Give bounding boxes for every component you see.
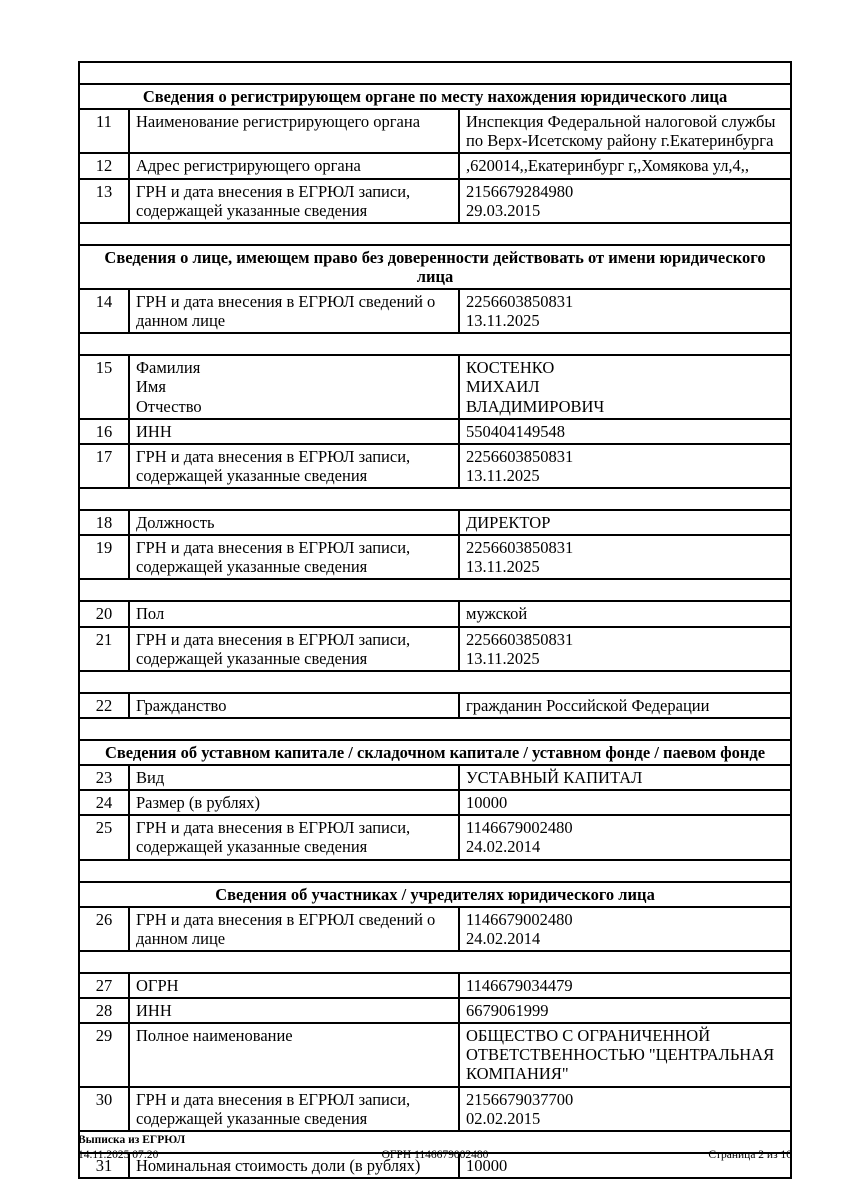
- text-line: ВЛАДИМИРОВИЧ: [466, 396, 605, 416]
- text-line: ГРН и дата внесения в ЕГРЮЛ записи, содержащей указанные сведения: [136, 181, 411, 220]
- text-line: 1146679034479: [466, 975, 573, 995]
- row-number: 22: [79, 693, 129, 718]
- row-number: 27: [79, 973, 129, 998]
- text-line: 1146679002480: [466, 909, 573, 929]
- text-line: ГРН и дата внесения в ЕГРЮЛ записи, содержащей указанные сведения: [136, 629, 411, 668]
- section-header: Сведения об участниках / учредителях юридического лица: [79, 882, 791, 907]
- row-value: [459, 973, 791, 998]
- text-line: 550404149548: [466, 421, 565, 441]
- text-line: 10000: [466, 1155, 508, 1175]
- text-line: ГРН и дата внесения в ЕГРЮЛ записи, содержащей указанные сведения: [136, 818, 411, 857]
- spacer-row: [79, 333, 791, 355]
- row-value: [459, 601, 791, 626]
- text-line: Должность: [136, 513, 215, 532]
- text-line: 13.11.2025: [466, 648, 540, 668]
- table-row: [79, 153, 791, 178]
- table-row: [79, 907, 791, 951]
- row-value: [459, 355, 791, 418]
- section-header-row: [79, 245, 791, 289]
- text-line: ДИРЕКТОР: [466, 513, 551, 532]
- text-line: МИХАИЛ: [466, 377, 540, 397]
- text-line: мужской: [466, 604, 528, 624]
- row-value: [459, 109, 791, 153]
- row-value: [459, 1087, 791, 1131]
- table-row: [79, 765, 791, 790]
- text-line: 29.03.2015: [466, 200, 541, 220]
- text-line: 13.11.2025: [466, 557, 540, 577]
- text-line: Наименование регистрирующего органа: [136, 112, 421, 132]
- text-line: Адрес регистрирующего органа: [136, 156, 361, 176]
- text-line: 13.11.2025: [466, 311, 540, 331]
- row-value: [459, 510, 791, 535]
- table-row: [79, 510, 791, 535]
- row-label: [129, 790, 459, 815]
- row-number: 29: [79, 1023, 129, 1086]
- table-row: [79, 109, 791, 153]
- row-label: [129, 998, 459, 1023]
- text-line: 6679061999: [466, 1001, 549, 1020]
- text-line: гражданин Российской Федерации: [466, 695, 710, 715]
- section-header-row: [79, 84, 791, 109]
- row-value: [459, 289, 791, 333]
- section-header-row: [79, 740, 791, 765]
- row-value: [459, 153, 791, 178]
- text-line: 2256603850831: [466, 538, 574, 558]
- text-line: 13.11.2025: [466, 465, 540, 485]
- row-label: [129, 627, 459, 671]
- text-line: Фамилия: [136, 358, 201, 378]
- table-row: [79, 998, 791, 1023]
- egrul-table-body: [79, 62, 791, 1178]
- spacer-cell: [79, 860, 791, 882]
- text-line: Пол: [136, 604, 165, 624]
- row-number: 23: [79, 765, 129, 790]
- text-line: Отчество: [136, 396, 202, 416]
- table-row: [79, 1023, 791, 1086]
- text-line: ГРН и дата внесения в ЕГРЮЛ сведений о данном лице: [136, 292, 436, 331]
- row-label: [129, 355, 459, 418]
- text-line: ГРН и дата внесения в ЕГРЮЛ сведений о данном лице: [136, 909, 436, 948]
- row-label: [129, 765, 459, 790]
- row-number: 17: [79, 444, 129, 488]
- text-line: 2156679284980: [466, 181, 574, 201]
- table-row: [79, 627, 791, 671]
- spacer-cell: [79, 671, 791, 693]
- section-header-row: [79, 882, 791, 907]
- spacer-cell: [79, 62, 791, 84]
- page-footer: [78, 1133, 792, 1163]
- row-value: [459, 765, 791, 790]
- text-line: Размер (в рублях): [136, 793, 260, 813]
- text-line: ИНН: [136, 421, 172, 441]
- row-label: [129, 289, 459, 333]
- row-number: 26: [79, 907, 129, 951]
- text-line: ГРН и дата внесения в ЕГРЮЛ записи, содержащей указанные сведения: [136, 1089, 411, 1128]
- row-label: [129, 601, 459, 626]
- text-line: Инспекция Федеральной налоговой службы по Верх-Исетскому району г.Екатеринбурга: [466, 112, 776, 151]
- spacer-row: [79, 718, 791, 740]
- row-label: [129, 1087, 459, 1131]
- table-row: [79, 973, 791, 998]
- egrul-extract-table: [78, 61, 792, 1179]
- row-number: 21: [79, 627, 129, 671]
- text-line: УСТАВНЫЙ КАПИТАЛ: [466, 768, 643, 787]
- section-header: Сведения о регистрирующем органе по месту нахождения юридического лица: [79, 84, 791, 109]
- footer-left-block: [78, 1133, 382, 1163]
- row-value: [459, 1023, 791, 1086]
- row-number: 13: [79, 179, 129, 223]
- spacer-row: [79, 62, 791, 84]
- row-label: [129, 419, 459, 444]
- spacer-row: [79, 579, 791, 601]
- row-label: [129, 1023, 459, 1086]
- table-row: [79, 790, 791, 815]
- row-number: 30: [79, 1087, 129, 1131]
- row-label: [129, 179, 459, 223]
- row-label: [129, 510, 459, 535]
- footer-timestamp: 14.11.2025 07:20: [78, 1148, 159, 1161]
- row-number: 25: [79, 815, 129, 859]
- row-number: 19: [79, 535, 129, 579]
- spacer-cell: [79, 951, 791, 973]
- text-line: 1146679002480: [466, 818, 573, 838]
- row-number: 12: [79, 153, 129, 178]
- row-label: [129, 815, 459, 859]
- spacer-row: [79, 860, 791, 882]
- row-label: [129, 693, 459, 718]
- row-label: [129, 973, 459, 998]
- row-label: [129, 444, 459, 488]
- text-line: 2256603850831: [466, 446, 574, 466]
- spacer-cell: [79, 579, 791, 601]
- row-label: [129, 907, 459, 951]
- row-number: 28: [79, 998, 129, 1023]
- text-line: Номинальная стоимость доли (в рублях): [136, 1155, 421, 1175]
- row-value: [459, 419, 791, 444]
- text-line: Гражданство: [136, 695, 227, 715]
- table-row: [79, 535, 791, 579]
- table-row: [79, 444, 791, 488]
- table-row: [79, 815, 791, 859]
- spacer-cell: [79, 333, 791, 355]
- row-label: [129, 153, 459, 178]
- table-row: [79, 419, 791, 444]
- text-line: 24.02.2014: [466, 928, 541, 948]
- row-number: 11: [79, 109, 129, 153]
- spacer-cell: [79, 718, 791, 740]
- row-number: 24: [79, 790, 129, 815]
- section-header: Сведения о лице, имеющем право без доверенности действовать от имени юридического лица: [79, 245, 791, 289]
- text-line: 24.02.2014: [466, 837, 541, 857]
- text-line: ГРН и дата внесения в ЕГРЮЛ записи, содержащей указанные сведения: [136, 446, 411, 485]
- row-label: [129, 109, 459, 153]
- text-line: Полное наименование: [136, 1026, 293, 1046]
- table-row: [79, 1087, 791, 1131]
- footer-doc-type: Выписка из ЕГРЮЛ: [78, 1134, 186, 1146]
- text-line: 2256603850831: [466, 292, 574, 311]
- text-line: 2256603850831: [466, 629, 574, 649]
- table-row: [79, 693, 791, 718]
- text-line: 2156679037700: [466, 1089, 574, 1109]
- row-value: [459, 444, 791, 488]
- row-number: 16: [79, 419, 129, 444]
- row-number: 20: [79, 601, 129, 626]
- footer-page-number: Страница 2 из 10: [708, 1148, 793, 1161]
- spacer-row: [79, 671, 791, 693]
- table-row: [79, 601, 791, 626]
- text-line: ,620014,,Екатеринбург г,,Хомякова ул,4,,: [466, 156, 750, 176]
- text-line: ГРН и дата внесения в ЕГРЮЛ записи, содержащей указанные сведения: [136, 538, 411, 577]
- text-line: Имя: [136, 377, 166, 397]
- footer-ogrn: ОГРН 1146679002480: [381, 1148, 489, 1161]
- text-line: ОГРН: [136, 975, 179, 995]
- text-line: КОСТЕНКО: [466, 358, 555, 378]
- table-row: [79, 355, 791, 418]
- row-value: [459, 535, 791, 579]
- row-number: 15: [79, 355, 129, 418]
- row-value: [459, 790, 791, 815]
- text-line: 02.02.2015: [466, 1108, 541, 1128]
- row-value: [459, 693, 791, 718]
- spacer-row: [79, 223, 791, 245]
- row-value: [459, 907, 791, 951]
- text-line: ОБЩЕСТВО С ОГРАНИЧЕННОЙ ОТВЕТСТВЕННОСТЬЮ "ЦЕНТРАЛЬНАЯ КОМПАНИЯ": [466, 1026, 775, 1084]
- row-label: [129, 535, 459, 579]
- table-row: [79, 179, 791, 223]
- text-line: 10000: [466, 793, 508, 813]
- section-header: Сведения об уставном капитале / складочном капитале / уставном фонде / паевом фонде: [79, 740, 791, 765]
- row-number: 31: [79, 1153, 129, 1178]
- spacer-row: [79, 488, 791, 510]
- row-value: [459, 627, 791, 671]
- spacer-cell: [79, 488, 791, 510]
- row-value: [459, 179, 791, 223]
- spacer-cell: [79, 223, 791, 245]
- row-value: [459, 815, 791, 859]
- row-number: 14: [79, 289, 129, 333]
- text-line: Вид: [136, 768, 165, 787]
- table-row: [79, 289, 791, 333]
- text-line: ИНН: [136, 1001, 172, 1020]
- row-value: [459, 998, 791, 1023]
- spacer-row: [79, 951, 791, 973]
- row-number: 18: [79, 510, 129, 535]
